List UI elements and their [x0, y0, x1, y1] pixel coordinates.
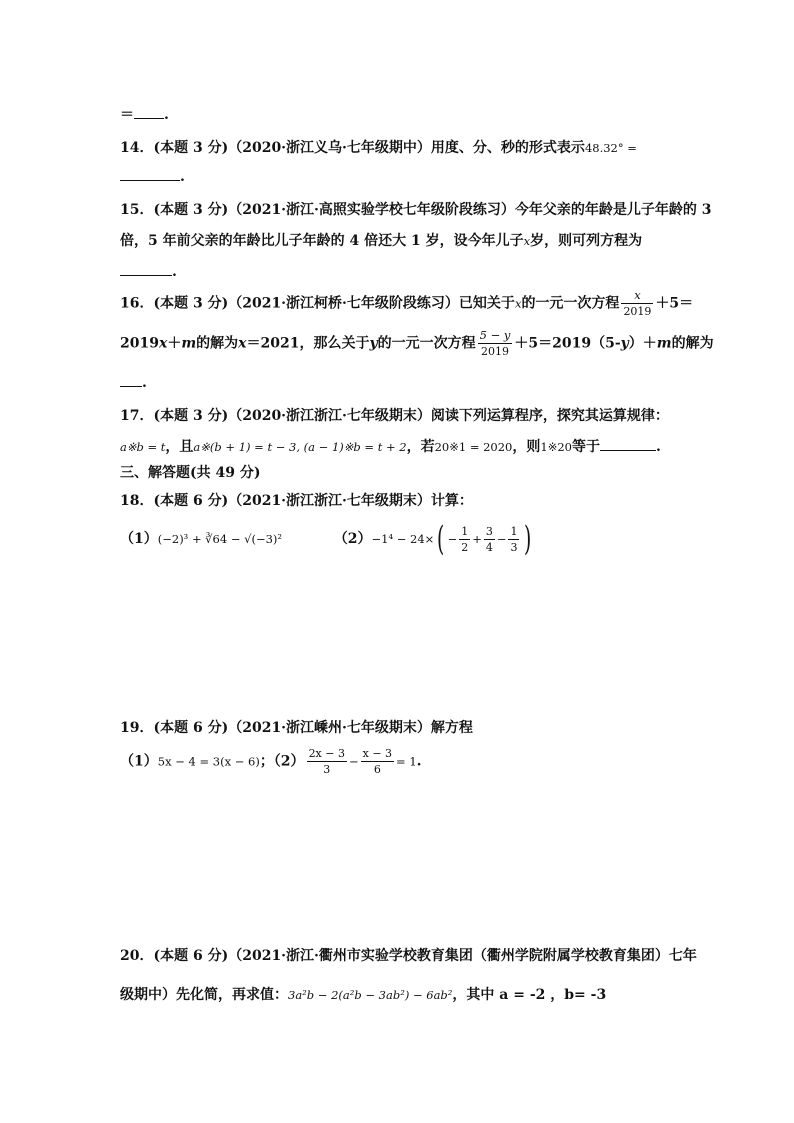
- question-16-answer: .: [120, 372, 147, 391]
- question-16-line2: 2019x＋m的解为x＝2021，那么关于y的一元一次方程 $\frac{5 - y}{2019}$ ＋5＝2019（5-y）＋m的解为: [120, 328, 714, 358]
- fraction: $\frac{5 - y}{2019}$: [479, 328, 511, 358]
- question-18-parts: （1）(−2)³ + ∛64 − √(−3)² （2）−1⁴ − 24×( − $\frac{1}{2}$ + $\frac{3}{4}$ − $\frac{1}{3}$ ): [120, 519, 532, 559]
- answer-blank[interactable]: [134, 104, 164, 119]
- question-19-parts: （1）5x − 4 = 3(x − 6)；（2） $\frac{2x - 3}{3}$ − $\frac{x - 3}{6}$ = 1.: [120, 747, 422, 776]
- question-18: 18．(本题 6 分)（2021·浙江浙江·七年级期末）计算：: [120, 493, 473, 509]
- question-17: 17．(本题 3 分)（2020·浙江浙江·七年级期末）阅读下列运算程序，探究其运算规律：: [120, 408, 669, 424]
- question-14-answer: .: [120, 166, 185, 185]
- question-19: 19．(本题 6 分)（2021·浙江嵊州·七年级期末）解方程: [120, 720, 473, 736]
- question-15-line2: 倍，5 年前父亲的年龄比儿子年龄的 4 倍还大 1 岁，设今年儿子x岁，则可列方程为: [120, 233, 643, 249]
- question-14: 14．(本题 3 分)（2020·浙江义乌·七年级期中）用度、分、秒的形式表示48.32° =: [120, 140, 637, 156]
- question-17-line2: a※b = t，且a※(b + 1) = t − 3, (a − 1)※b = t + 2，若20※1 = 2020，则1※20等于 .: [120, 436, 661, 456]
- section-heading: 三、解答题(共 49 分): [120, 465, 261, 481]
- question-16: 16．(本题 3 分)（2021·浙江柯桥·七年级阶段练习）已知关于x的一元一次方程 $\frac{x}{2019}$ ＋5＝: [120, 288, 694, 318]
- question-15: 15．(本题 3 分)（2021·浙江·高照实验学校七年级阶段练习）今年父亲的年龄是儿子年龄的 3: [120, 202, 712, 218]
- fraction: $\frac{x}{2019}$: [623, 288, 652, 318]
- answer-blank[interactable]: [600, 436, 656, 451]
- answer-blank[interactable]: [120, 261, 172, 276]
- answer-blank[interactable]: [120, 166, 180, 181]
- question-15-answer: .: [120, 261, 177, 280]
- question-20: 20．(本题 6 分)（2021·浙江·衢州市实验学校教育集团（衢州学院附属学校教育集团）七年: [120, 948, 697, 964]
- answer-blank[interactable]: [120, 372, 142, 387]
- question-20-line2: 级期中）先化简，再求值：3a²b − 2(a²b − 3ab²) − 6ab²，其中 a = -2 ，b= -3: [120, 987, 607, 1003]
- continuation-line: ＝ .: [120, 104, 169, 124]
